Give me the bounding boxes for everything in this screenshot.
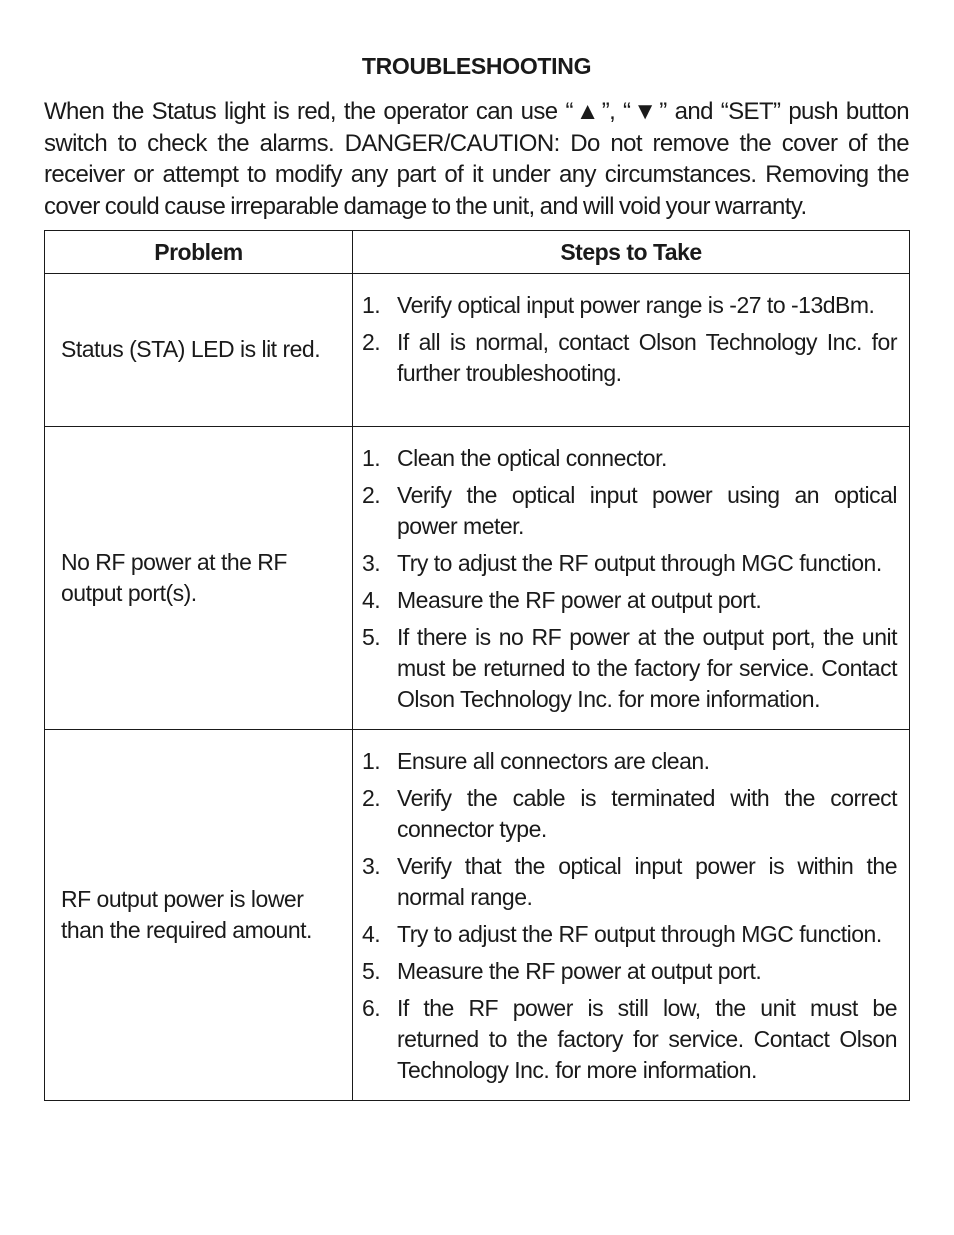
table-row: [45, 274, 910, 427]
step-number: 5.: [362, 624, 381, 650]
page-title: TROUBLESHOOTING: [361, 53, 592, 79]
steps-cell: [353, 274, 910, 427]
step-text: Try to adjust the RF output through MGC function.: [397, 921, 882, 947]
step-text: If all is normal, contact Olson Technology Inc. for further troubleshooting.: [397, 329, 897, 386]
table-row: [45, 427, 910, 730]
step-item: [362, 480, 897, 542]
step-number: 1.: [362, 748, 381, 774]
document-page: [44, 50, 909, 1083]
header-problem: Problem: [45, 231, 353, 274]
intro-paragraph: When the Status light is red, the operator can use “▲”, “▼” and “SET” push button switch to check the alarms. DANGER/CAUTION: Do not remove the cover of the receiver or attempt to modify any part of it under any circumstances. Removing the cover could cause irreparable damage to the unit, and will void your warranty.: [44, 98, 909, 220]
step-number: 2.: [362, 329, 381, 355]
step-text: If there is no RF power at the output port, the unit must be returned to the factory for service. Contact Olson Technology Inc. for more information.: [397, 624, 897, 712]
step-number: 3.: [362, 853, 381, 879]
step-number: 1.: [362, 292, 381, 318]
step-number: 1.: [362, 445, 381, 471]
step-text: Measure the RF power at output port.: [397, 958, 762, 984]
step-text: Verify that the optical input power is within the normal range.: [397, 853, 897, 910]
steps-list: [362, 443, 897, 715]
step-text: Verify the cable is terminated with the correct connector type.: [397, 785, 897, 842]
step-number: 6.: [362, 995, 381, 1021]
step-item: [362, 585, 897, 616]
steps-list: [362, 746, 897, 1086]
table-row: [45, 730, 910, 1101]
step-number: 4.: [362, 921, 381, 947]
step-text: Verify optical input power range is -27 to -13dBm.: [397, 292, 875, 318]
step-item: [362, 993, 897, 1086]
problem-cell: Status (STA) LED is lit red.: [45, 274, 353, 427]
step-item: [362, 783, 897, 845]
table-header-row: [45, 231, 910, 274]
step-item: [362, 851, 897, 913]
steps-cell: [353, 730, 910, 1101]
step-number: 3.: [362, 550, 381, 576]
step-item: [362, 956, 897, 987]
step-number: 2.: [362, 785, 381, 811]
step-item: [362, 443, 897, 474]
steps-cell: [353, 427, 910, 730]
step-text: Ensure all connectors are clean.: [397, 748, 710, 774]
problem-cell: No RF power at the RF output port(s).: [45, 427, 353, 730]
step-item: [362, 746, 897, 777]
step-item: [362, 327, 897, 389]
step-number: 2.: [362, 482, 381, 508]
step-text: Verify the optical input power using an optical power meter.: [397, 482, 897, 539]
step-text: Clean the optical connector.: [397, 445, 667, 471]
step-item: [362, 290, 897, 321]
header-steps: Steps to Take: [353, 231, 910, 274]
step-text: Measure the RF power at output port.: [397, 587, 762, 613]
step-number: 5.: [362, 958, 381, 984]
problem-cell: RF output power is lower than the required amount.: [45, 730, 353, 1101]
troubleshooting-table: [44, 230, 910, 1101]
step-item: [362, 622, 897, 715]
step-text: If the RF power is still low, the unit must be returned to the factory for service. Contact Olson Technology Inc. for more information.: [397, 995, 897, 1083]
step-text: Try to adjust the RF output through MGC function.: [397, 550, 882, 576]
step-number: 4.: [362, 587, 381, 613]
step-item: [362, 919, 897, 950]
steps-list: [362, 290, 897, 389]
step-item: [362, 548, 897, 579]
